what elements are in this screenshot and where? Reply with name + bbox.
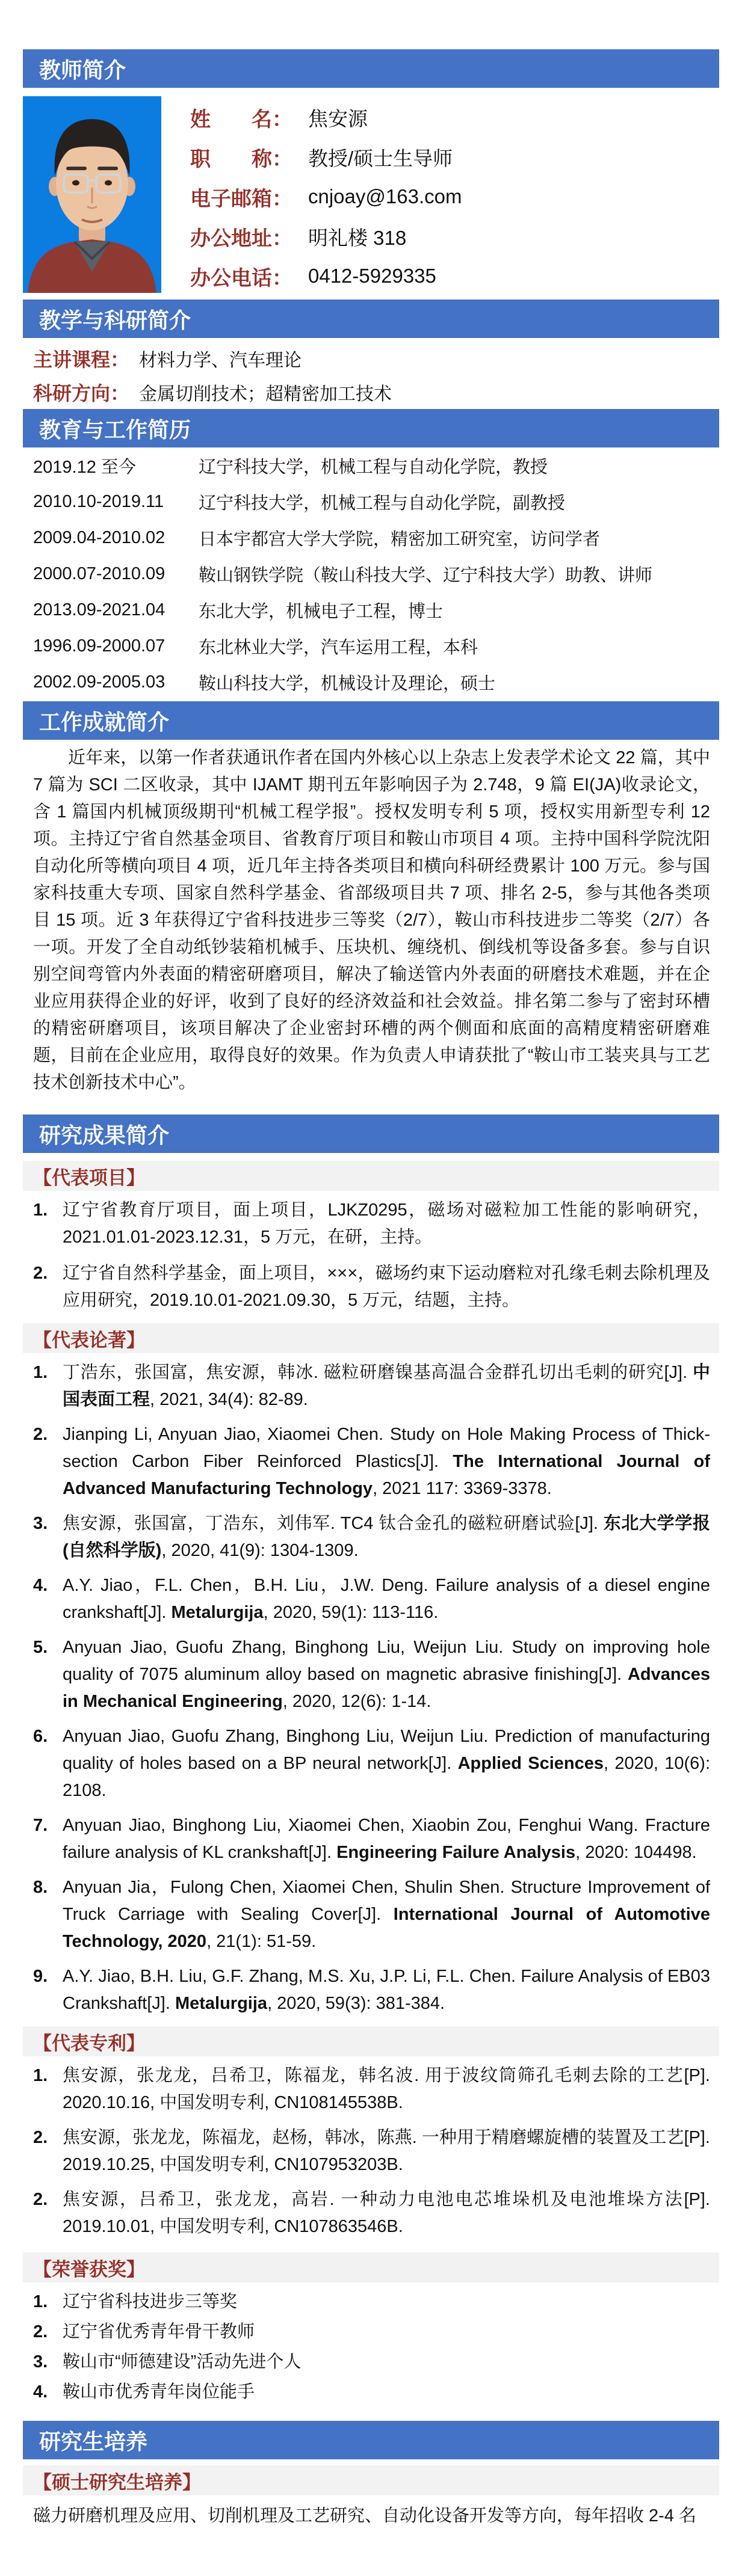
field-email [190,177,719,217]
project-text: 辽宁省自然科学基金，面上项目，×××，磁场约束下运动磨粒对孔缘毛刺去除机理及应用研究，2019.10.01-2021.09.30，5 万元，结题，主持。 [63,1264,710,1310]
achievements-paragraph: 近年来，以第一作者获通讯作者在国内外核心以上杂志上发表学术论文 22 篇，其中 7 篇为 SCI 二区收录，其中 IJAMT 期刊五年影响因子为 2.748，9 篇 EI(JA)收录论文，含 1 篇国内机械顶级期刊“机械工程学报”。授权发明专利 5 项，授权实用新型专利 12 项。主持辽宁省自然基金项目、省教育厅项目和鞍山市项目 4 项。主持中国科学院沈阳自动化所等横向项目 4 项，近几年主持各类项目和横向科研经费累计 100 万元。参与国家科技重大专项、国家自然科学基金、省部级项目共 7 项、排名 2-5，参与其他各类项目 15 项。近 3 年获得辽宁省科技进步三等奖（2/7），鞍山市科技进步二等奖（2/7）各一项。开发了全自动纸钞装箱机械手、压块机、缠绕机、倒线机等设备多套。参与自识别空间弯管内外表面的精密研磨项目，解决了输送管内外表面的研磨技术难题，并在企业应用获得企业的好评，收到了良好的经济效益和社会效益。排名第二参与了密封环槽的精密研磨项目，该项目解决了企业密封环槽的两个侧面和底面的高精度精密研磨难题，目前在企业应用，取得良好的效果。作为负责人申请获批了“鞍山市工装夹具与工艺技术创新技术中心”。 [33,748,710,1092]
research-direction-value: 金属切削技术；超精密加工技术 [139,384,392,404]
edu-detail: 东北林业大学，汽车运用工程，本科 [199,638,478,657]
item-number: 8. [33,1878,48,1897]
field-value: cnjoay@163.com [308,185,462,207]
patent-item [33,2186,710,2240]
pub-authors-title: Anyuan Jiao, Guofu Zhang, Binghong Liu, Weijun Liu. Prediction of manufacturing quality of holes based on a BP neural network[J]. [63,1727,710,1773]
field-label: 办公地址： [190,227,292,250]
honor-item [33,2319,710,2346]
education-row [23,484,719,520]
pub-authors-title: A.Y. Jiao，F.L. Chen，B.H. Liu，J.W. Deng. Failure analysis of a diesel engine crankshaft[J]. [63,1576,710,1622]
honor-item [33,2379,710,2406]
field-label: 姓 名： [190,108,292,131]
pub-ref: , 2020: 104498. [575,1843,697,1862]
edu-period: 2009.04-2010.02 [33,527,165,547]
subsection-heading-text: 【代表项目】 [33,1167,145,1188]
pub-authors-title: Anyuan Jiao, Guofu Zhang, Binghong Liu, Weijun Liu. Study on improving hole quality of 7075 aluminum alloy based on magnetic abrasive finishing[J]. [63,1638,710,1684]
item-number: 4. [33,2382,48,2402]
pub-authors-title: A.Y. Jiao, B.H. Liu, G.F. Zhang, M.S. Xu, J.P. Li, F.L. Chen. Failure Analysis of EB03 Crankshaft[J]. [63,1967,710,2013]
pub-ref: , 2021, 34(4): 82-89. [150,1390,308,1409]
pub-journal: The International Journal of Advanced Manufacturing Technology [63,1452,710,1498]
item-number: 2. [33,1264,48,1283]
edu-detail: 辽宁科技大学，机械工程与自动化学院，教授 [199,457,548,477]
subsection-heading-text: 【代表专利】 [33,2032,145,2054]
patent-text: 焦安源，吕希卫，张龙龙，高岩. 一种动力电池电芯堆垛机及电池堆垛方法[P]. 2019.10.01, 中国发明专利, CN107863546B. [63,2190,710,2236]
field-value: 教授/硕士生导师 [308,147,453,170]
education-row [23,556,719,592]
pub-journal: Applied Sciences [457,1754,604,1773]
field-office-phone [190,256,719,296]
education-row [23,520,719,556]
section-header-teaching-research [23,300,719,338]
subsection-heading-text: 【荣誉获奖】 [33,2258,145,2280]
subsection-heading-publications [23,1323,719,1353]
item-number: 5. [33,1638,48,1657]
item-number: 9. [33,1967,48,1986]
pub-journal: Metalurgija [171,1603,264,1622]
teacher-photo [23,96,161,293]
courses-value: 材料力学、汽车理论 [139,351,302,370]
subsection-heading-patents [23,2026,719,2056]
section-header-achievements [23,701,719,740]
publication-item [33,1572,710,1626]
publication-item [33,1874,710,1955]
publication-list [33,1359,710,2017]
honor-list [33,2289,710,2406]
project-list [33,1197,710,1314]
edu-period: 2002.09-2005.03 [33,672,165,692]
edu-detail: 日本宇都宫大学大学院，精密加工研究室，访问学者 [199,529,601,549]
publication-item [33,1812,710,1866]
graduate-training-paragraph: 磁力研磨机理及应用、切削机理及工艺研究、自动化设备开发等方向，每年招收 2-4 名 [33,2506,697,2525]
item-number: 3. [33,1514,48,1533]
subsection-heading-honors [23,2252,719,2282]
pub-journal: Metalurgija [175,1994,268,2013]
education-work-list [23,447,719,700]
project-item [33,1260,710,1314]
subsection-heading-masters-training [23,2465,719,2495]
patent-item [33,2124,710,2178]
pub-ref: , 2020, 41(9): 1304-1309. [161,1541,359,1560]
section-title: 研究生培养 [39,2429,148,2454]
edu-period: 2010.10-2019.11 [33,491,164,511]
project-item [33,1197,710,1251]
pub-journal: International Journal of Automotive Technology, 2020 [63,1905,710,1951]
edu-period: 2019.12 至今 [33,457,136,477]
patent-list [33,2062,710,2240]
section-title: 研究成果简介 [39,1122,170,1148]
teacher-intro-section [23,96,719,296]
pub-authors-title: Anyuan Jiao, Binghong Liu, Xiaomei Chen, Xiaobin Zou, Fenghui Wang. Fracture failure analysis of KL crankshaft[J]. [63,1816,710,1862]
honor-text: 鞍山市“师德建设”活动先进个人 [63,2352,302,2372]
publication-item [33,1421,710,1502]
pub-authors-title: Jianping Li, Anyuan Jiao, Xiaomei Chen. Study on Hole Making Process of Thick-section Carbon Fiber Reinforced Plastics[J]. [63,1425,710,1471]
education-row [23,447,719,484]
item-number: 2. [33,2128,48,2147]
field-title [190,137,719,177]
edu-detail: 东北大学，机械电子工程，博士 [199,601,444,621]
subsection-heading-projects [23,1161,719,1191]
item-number: 1. [33,1200,48,1220]
pub-ref: , 2020, 59(1): 113-116. [263,1603,439,1622]
pub-journal: 东北大学学报(自然科学版) [63,1514,710,1560]
pub-ref: , 2020, 12(6): 1-14. [282,1692,431,1711]
item-number: 1. [33,1363,48,1382]
field-name [190,97,719,137]
patent-text: 焦安源，张龙龙，陈福龙，赵杨，韩冰，陈燕. 一种用于精磨螺旋槽的装置及工艺[P]. 2019.10.25, 中国发明专利, CN107953203B. [63,2128,710,2174]
edu-detail: 鞍山科技大学，机械设计及理论，硕士 [199,674,496,693]
project-text: 辽宁省教育厅项目，面上项目，LJKZ0295，磁场对磁粒加工性能的影响研究，2021.01.01-2023.12.31，5 万元，在研，主持。 [63,1200,710,1247]
edu-detail: 鞍山钢铁学院（鞍山科技大学、辽宁科技大学）助教、讲师 [199,565,653,585]
publication-item [33,1723,710,1804]
edu-period: 2000.07-2010.09 [33,564,165,583]
pub-journal: 中国表面工程 [63,1363,710,1409]
publication-item [33,1963,710,2017]
field-value: 明礼楼 318 [308,226,407,249]
honor-text: 辽宁省科技进步三等奖 [63,2292,238,2311]
honor-item [33,2289,710,2316]
portrait-illustration [23,96,161,293]
item-number: 2. [33,2322,48,2341]
pub-journal: Advances in Mechanical Engineering [63,1665,710,1711]
item-number: 2. [33,2190,48,2209]
field-office-address [190,217,719,256]
pub-authors-title: 丁浩东，张国富，焦安源，韩冰. 磁粒研磨镍基高温合金群孔切出毛刺的研究[J]. [63,1363,693,1382]
education-row [23,592,719,628]
item-number: 4. [33,1576,48,1595]
section-title: 工作成就简介 [39,709,170,734]
pub-ref: , 2020, 10(6): 2108. [63,1754,710,1800]
section-header-research-outcomes [23,1114,719,1153]
pub-authors-title: 焦安源，张国富，丁浩东，刘伟军. TC4 钛合金孔的磁粒研磨试验[J]. [63,1514,604,1533]
patent-text: 焦安源，张龙龙，吕希卫，陈福龙，韩名波. 用于波纹筒筛孔毛刺去除的工艺[P]. 2020.10.16, 中国发明专利, CN108145538B. [63,2066,710,2112]
edu-detail: 辽宁科技大学，机械工程与自动化学院，副教授 [199,493,566,513]
research-direction-label: 科研方向： [33,383,130,404]
section-header-teacher-intro [23,49,719,88]
edu-period: 2013.09-2021.04 [33,600,165,619]
item-number: 7. [33,1816,48,1835]
subsection-heading-text: 【硕士研究生培养】 [33,2471,201,2493]
courses-row [23,342,719,375]
pub-ref: , 21(1): 51-59. [206,1932,317,1951]
section-title: 教师简介 [39,57,126,82]
field-label: 职 称： [190,147,292,171]
field-value: 0412-5929335 [308,265,436,287]
honor-item [33,2349,710,2376]
pub-authors-title: Anyuan Jia，Fulong Chen, Xiaomei Chen, Shulin Shen. Structure Improvement of Truck Carriage with Sealing Cover[J]. [63,1878,710,1924]
item-number: 1. [33,2292,48,2311]
subsection-heading-text: 【代表论著】 [33,1329,145,1351]
teacher-info-fields [190,96,719,296]
item-number: 2. [33,1425,48,1444]
section-header-graduate-training [23,2421,719,2459]
education-row [23,664,719,700]
item-number: 3. [33,2352,48,2372]
pub-journal: Engineering Failure Analysis [336,1843,576,1862]
honor-text: 鞍山市优秀青年岗位能手 [63,2382,255,2402]
section-title: 教学与科研简介 [39,307,191,333]
item-number: 6. [33,1727,48,1746]
honor-text: 辽宁省优秀青年骨干教师 [63,2322,255,2341]
field-label: 电子邮箱： [190,187,292,211]
publication-item [33,1510,710,1564]
field-label: 办公电话： [190,266,292,290]
publication-item [33,1634,710,1715]
section-header-education-work [23,409,719,447]
research-direction-row [23,375,719,409]
pub-ref: , 2021 117: 3369-3378. [373,1479,552,1498]
patent-item [33,2062,710,2116]
teaching-research-rows [23,342,719,409]
item-number: 1. [33,2066,48,2085]
section-title: 教育与工作简历 [39,417,191,442]
edu-period: 1996.09-2000.07 [33,636,165,656]
publication-item [33,1359,710,1413]
courses-label: 主讲课程： [33,349,130,370]
field-value: 焦安源 [308,107,368,130]
pub-ref: , 2020, 59(3): 381-384. [267,1994,445,2013]
education-row [23,628,719,664]
